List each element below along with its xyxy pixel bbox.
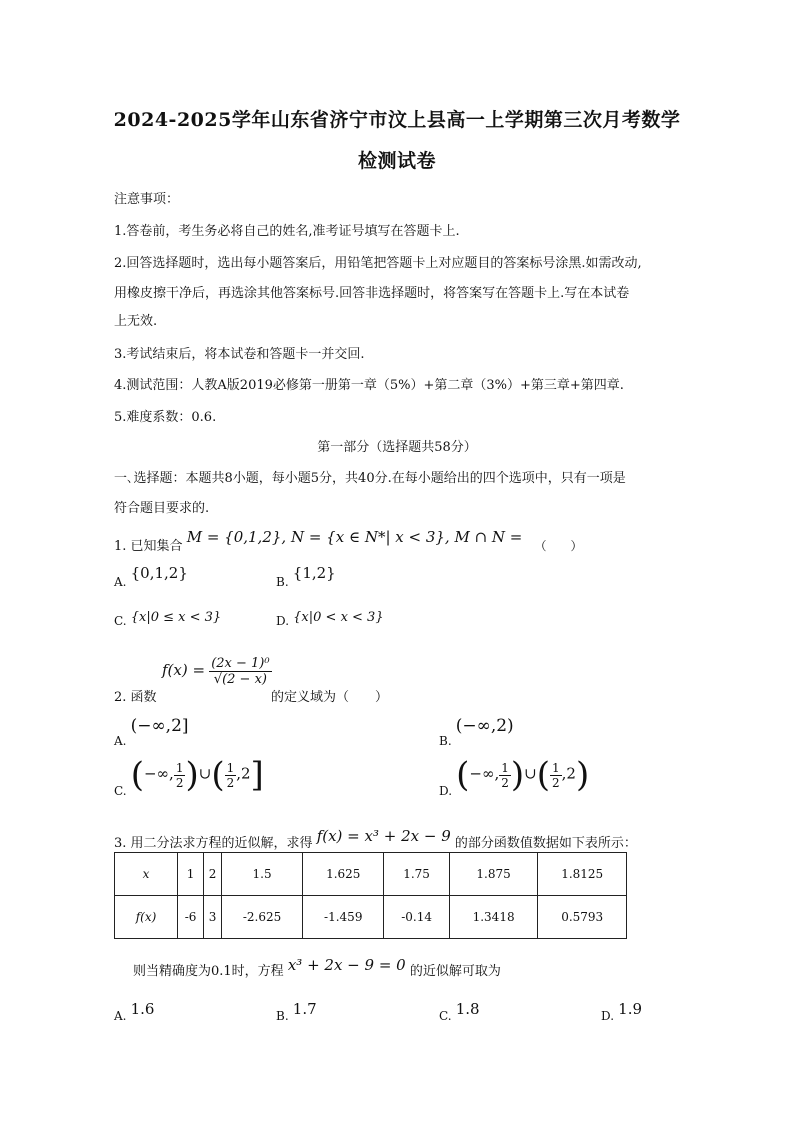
part1-heading: 第一部分（选择题共58分）: [317, 440, 477, 455]
q2-option-d-frac1-num: 1: [501, 760, 509, 775]
q1-option-c-label: C.: [114, 614, 127, 628]
q2-option-c-bracket: ]: [250, 755, 264, 795]
q3-option-c-value: 1.8: [455, 1000, 480, 1018]
q2-option-d-union: ∪: [524, 764, 537, 783]
q1-option-c[interactable]: [114, 610, 222, 629]
q2-option-c-frac2-den: 2: [226, 775, 235, 790]
q2-option-d-paren: ): [510, 755, 525, 795]
q2-option-c-frac1: [174, 761, 186, 790]
table-cell: 3: [204, 896, 222, 939]
q2-denominator: √(2 − x): [213, 672, 267, 687]
q3-option-c-label: C.: [439, 1009, 452, 1023]
q1-option-a[interactable]: [114, 564, 188, 590]
q1-set-expression: M = {0,1,2}, N = {x ∈ N*| x < 3}, M ∩ N =: [186, 528, 523, 546]
q2-option-d-frac2: [550, 761, 562, 790]
q3-stem: [114, 827, 637, 851]
q3-follow-prefix: 则当精确度为0.1时，方程: [133, 964, 284, 979]
q3-option-b-label: B.: [276, 1009, 289, 1023]
q1-option-b-value: {1,2}: [292, 564, 336, 582]
table-cell: 1.3418: [449, 896, 538, 939]
q1-stem: [114, 528, 583, 554]
q2-fraction: [209, 656, 271, 687]
q2-prefix: 2. 函数: [114, 690, 157, 705]
q2-option-b-label: B.: [439, 734, 452, 748]
table-cell: -0.14: [384, 896, 449, 939]
notice-item-2b: 用橡皮擦干净后，再选涂其他答案标号.回答非选择题时，将答案写在答题卡上.写在本试卷: [114, 286, 630, 301]
table-cell: 0.5793: [538, 896, 627, 939]
q3-follow-suffix: 的近似解可取为: [409, 964, 501, 979]
q2-option-c-frac1-den: 2: [175, 775, 184, 790]
q2-option-c-label: C.: [114, 783, 127, 798]
notice-heading: 注意事项：: [114, 192, 180, 207]
table-cell: 1.625: [303, 853, 384, 896]
table-cell: -1.459: [303, 896, 384, 939]
table-row: [115, 896, 627, 939]
q2-option-c[interactable]: [114, 755, 264, 798]
q2-option-d-frac2-den: 2: [552, 775, 560, 790]
q1-option-b[interactable]: [276, 564, 336, 590]
q1-option-d[interactable]: [276, 610, 384, 629]
q2-option-c-right: ,2: [236, 764, 251, 783]
q2-option-c-left: −∞,: [143, 764, 174, 783]
q2-option-c-paren: (: [130, 755, 144, 795]
q3-follow-up: [133, 956, 501, 979]
table-cell: 1.875: [449, 853, 538, 896]
q2-option-d-paren: ): [575, 755, 590, 795]
q2-option-d-label: D.: [439, 783, 453, 798]
q3-option-d[interactable]: [601, 1000, 643, 1023]
q1-option-d-value: {x|0 < x < 3}: [293, 610, 384, 625]
q2-option-c-paren: ): [185, 755, 199, 795]
q1-option-a-value: {0,1,2}: [130, 564, 188, 582]
notice-item-3: 3.考试结束后，将本试卷和答题卡一并交回.: [114, 347, 365, 362]
q2-option-a[interactable]: [114, 716, 189, 748]
q2-option-d-left: −∞,: [469, 764, 500, 783]
notice-item-2c: 上无效.: [114, 314, 158, 329]
table-cell: 1.8125: [538, 853, 627, 896]
q2-option-a-value: (−∞,2]: [130, 716, 189, 736]
table-cell: -6: [178, 896, 204, 939]
q2-option-d-paren: (: [536, 755, 551, 795]
q1-answer-blank: （ ）: [534, 539, 583, 553]
table-cell: -2.625: [221, 896, 302, 939]
table-cell: 2: [204, 853, 222, 896]
q3-option-d-value: 1.9: [618, 1000, 643, 1018]
q3-option-a-label: A.: [114, 1009, 127, 1023]
q3-prefix: 3. 用二分法求方程的近似解，求得: [114, 836, 313, 851]
q2-option-b-value: (−∞,2): [455, 716, 514, 736]
q1-option-b-label: B.: [276, 575, 289, 589]
table-header-x: x: [115, 853, 178, 896]
q2-option-d[interactable]: [439, 755, 590, 798]
q2-option-a-label: A.: [114, 734, 127, 748]
q3-option-d-label: D.: [601, 1009, 615, 1023]
q2-fx: f(x) =: [162, 661, 206, 679]
q2-option-d-paren: (: [456, 755, 470, 795]
q1-prefix: 1. 已知集合: [114, 539, 183, 554]
q2-option-c-paren: (: [211, 755, 225, 795]
q3-option-a[interactable]: [114, 1000, 155, 1023]
q2-option-d-frac2-num: 1: [552, 760, 560, 775]
part1-intro-1: 一､选择题：本题共8小题，每小题5分，共40分.在每小题给出的四个选项中，只有一项是: [114, 471, 626, 486]
notice-item-5: 5.难度系数：0.6.: [114, 410, 217, 425]
q1-option-a-label: A.: [114, 575, 127, 589]
part1-intro-2: 符合题目要求的.: [114, 501, 210, 516]
table-cell: 1: [178, 853, 204, 896]
table-cell: 1.75: [384, 853, 449, 896]
q3-option-b-value: 1.7: [292, 1000, 317, 1018]
exam-title-line2: 检测试卷: [357, 150, 436, 172]
q2-option-d-frac1-den: 2: [501, 775, 509, 790]
q3-value-table: [114, 852, 627, 939]
q2-numerator: (2x − 1)⁰: [211, 656, 270, 671]
q3-suffix: 的部分函数值数据如下表所示：: [454, 836, 637, 851]
notice-item-1: 1.答卷前，考生务必将自己的姓名,准考证号填写在答题卡上.: [114, 224, 460, 239]
table-cell: 1.5: [221, 853, 302, 896]
q2-suffix: 的定义域为（ ）: [271, 690, 389, 705]
q1-option-c-value: {x|0 ≤ x < 3}: [130, 610, 222, 625]
q2-option-c-frac2-num: 1: [226, 760, 235, 775]
q2-option-d-right: ,2: [561, 764, 576, 783]
q2-option-b[interactable]: [439, 716, 514, 748]
q3-equation: x³ + 2x − 9 = 0: [287, 956, 406, 974]
q3-option-c[interactable]: [439, 1000, 480, 1023]
q2-function-expression: [162, 656, 272, 687]
notice-item-4: 4.测试范围：人教A版2019必修第一册第一章（5%）+第二章（3%）+第三章+第四章.: [114, 378, 624, 393]
table-row: [115, 853, 627, 896]
exam-title-line1: 2024-2025学年山东省济宁市汶上县高一上学期第三次月考数学: [113, 109, 681, 131]
q2-option-c-frac1-num: 1: [175, 760, 184, 775]
table-header-fx: f(x): [115, 896, 178, 939]
q3-function-expression: f(x) = x³ + 2x − 9: [316, 827, 451, 845]
q1-option-d-label: D.: [276, 614, 290, 628]
q3-option-b[interactable]: [276, 1000, 317, 1023]
q2-option-c-frac2: [225, 761, 237, 790]
q3-option-a-value: 1.6: [130, 1000, 155, 1018]
q2-option-c-union: ∪: [198, 764, 212, 783]
q2-option-d-frac1: [499, 761, 511, 790]
notice-item-2a: 2.回答选择题时，选出每小题答案后，用铅笔把答题卡上对应题目的答案标号涂黑.如需改动,: [114, 256, 642, 271]
